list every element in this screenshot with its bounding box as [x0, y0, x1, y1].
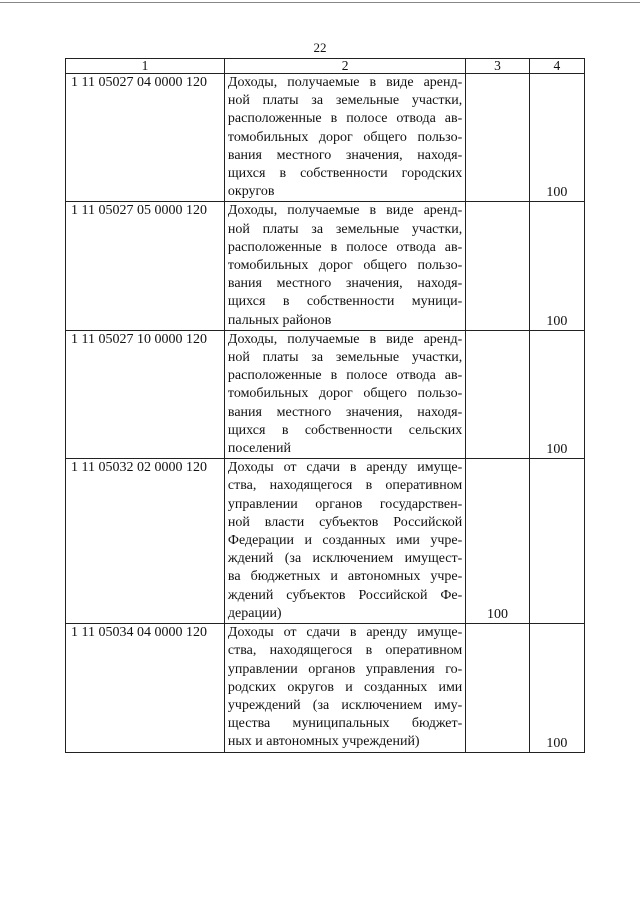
description-line: управлении органов государствен- — [227, 496, 463, 512]
description-line: пальных районов — [227, 312, 332, 328]
description-cell — [224, 624, 465, 752]
col3-value-cell — [466, 459, 529, 624]
budget-code-cell: 1 11 05034 04 0000 120 — [66, 624, 225, 752]
col3-value: 100 — [486, 607, 508, 623]
col3-value-cell — [466, 202, 529, 330]
description-line: вания местного значения, находя- — [227, 147, 463, 163]
header-row — [66, 59, 585, 74]
description-line: томобильных дорог общего пользо- — [227, 129, 463, 145]
col4-value: 100 — [546, 442, 568, 458]
header-cell-1: 1 — [66, 59, 225, 74]
budget-code-cell: 1 11 05027 05 0000 120 — [66, 202, 225, 330]
description-line: ва бюджетных и автономных учре- — [227, 569, 463, 585]
description-line: ждений (за исключением имущест- — [227, 551, 463, 567]
description-line: расположенные в полосе отвода ав- — [227, 111, 463, 127]
top-rule — [0, 2, 640, 3]
col4-value-cell — [529, 330, 584, 458]
header-cell-2: 2 — [224, 59, 465, 74]
description-line: расположенные в полосе отвода ав- — [227, 239, 463, 255]
col4-value: 100 — [546, 313, 568, 329]
budget-code-cell: 1 11 05032 02 0000 120 — [66, 459, 225, 624]
description-line: щихся в собственности муници- — [227, 294, 463, 310]
budget-code-cell: 1 11 05027 10 0000 120 — [66, 330, 225, 458]
description-line: томобильных дорог общего пользо- — [227, 258, 463, 274]
col4-value: 100 — [546, 185, 568, 201]
description-line: Доходы, получаемые в виде аренд- — [227, 331, 463, 347]
table-row — [66, 624, 585, 752]
description-cell — [224, 459, 465, 624]
description-line: ной платы за земельные участки, — [227, 93, 463, 109]
description-line: ных и автономных учреждений) — [227, 734, 420, 750]
description-line: ной платы за земельные участки, — [227, 350, 463, 366]
description-line: поселений — [227, 441, 292, 457]
description-line: ной платы за земельные участки, — [227, 221, 463, 237]
description-line: округов — [227, 184, 275, 200]
header-cell-4: 4 — [529, 59, 584, 74]
description-line: учреждений (за исключением иму- — [227, 697, 463, 713]
description-line: Федерации и созданных ими учре- — [227, 533, 463, 549]
description-line: Доходы от сдачи в аренду имуще- — [227, 460, 463, 476]
col4-value-cell — [529, 74, 584, 202]
description-line: вания местного значения, находя- — [227, 276, 463, 292]
description-line: Доходы от сдачи в аренду имуще- — [227, 625, 463, 641]
description-line: расположенные в полосе отвода ав- — [227, 368, 463, 384]
page-number: 22 — [313, 40, 327, 55]
description-line: ждений субъектов Российской Фе- — [227, 587, 463, 603]
col3-value-cell — [466, 74, 529, 202]
description-line: ства, находящегося в оперативном — [227, 643, 463, 659]
table-row — [66, 459, 585, 624]
description-line: дерации) — [227, 605, 282, 621]
description-cell — [224, 74, 465, 202]
description-line: щихся в собственности сельских — [227, 422, 463, 438]
col4-value-cell — [529, 624, 584, 752]
description-line: ства, находящегося в оперативном — [227, 478, 463, 494]
table-row — [66, 202, 585, 330]
description-line: ной власти субъектов Российской — [227, 514, 463, 530]
header-cell-3: 3 — [466, 59, 529, 74]
table-row — [66, 74, 585, 202]
col4-value: 100 — [546, 735, 568, 751]
description-line: родских округов и созданных ими — [227, 679, 463, 695]
description-line: томобильных дорог общего пользо- — [227, 386, 463, 402]
description-cell — [224, 330, 465, 458]
description-cell — [224, 202, 465, 330]
col3-value-cell — [466, 330, 529, 458]
description-line: щихся в собственности городских — [227, 166, 463, 182]
col4-value-cell — [529, 202, 584, 330]
col3-value-cell — [466, 624, 529, 752]
col4-value-cell — [529, 459, 584, 624]
revenue-table — [65, 58, 585, 753]
description-line: Доходы, получаемые в виде аренд- — [227, 75, 463, 90]
budget-code-cell: 1 11 05027 04 0000 120 — [66, 74, 225, 202]
description-line: управлении органов управления го- — [227, 661, 463, 677]
description-line: щества муниципальных бюджет- — [227, 716, 463, 732]
description-line: вания местного значения, находя- — [227, 404, 463, 420]
description-line: Доходы, получаемые в виде аренд- — [227, 203, 463, 219]
table-row — [66, 330, 585, 458]
